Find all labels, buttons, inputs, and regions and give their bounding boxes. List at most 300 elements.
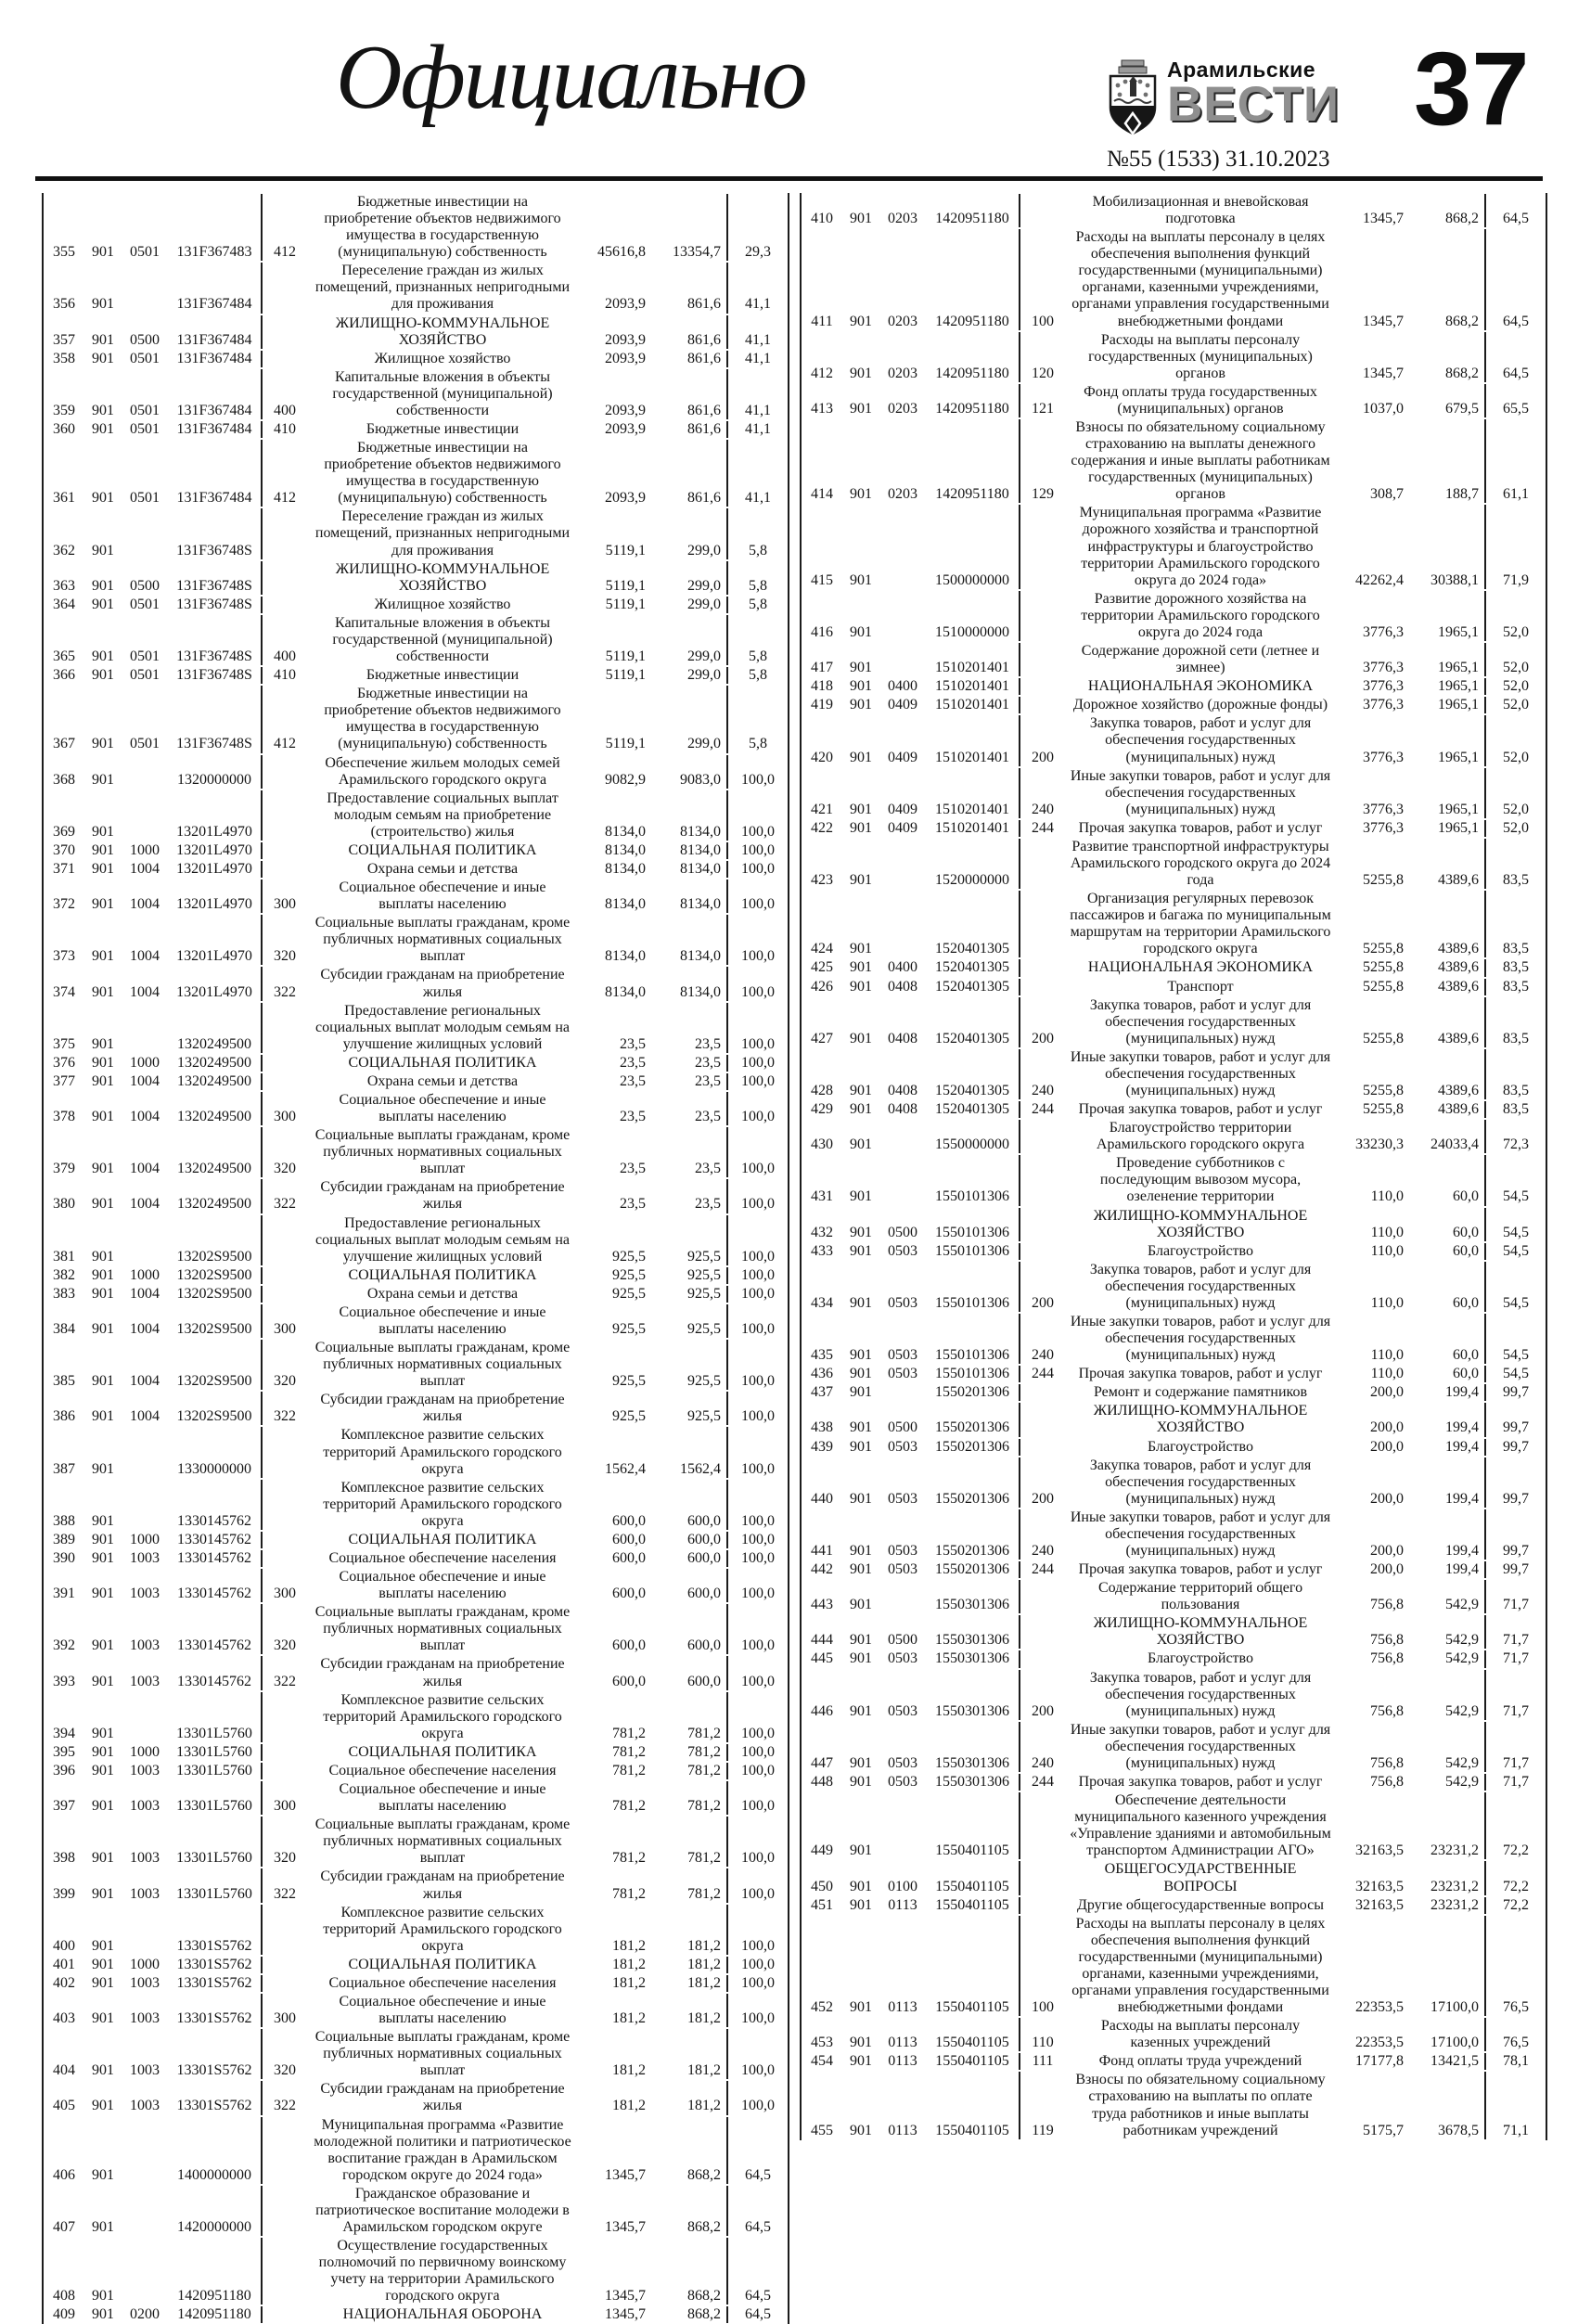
expense-type-code bbox=[1020, 194, 1065, 227]
value-executed: 1965,1 bbox=[1408, 715, 1486, 765]
section-code: 1003 bbox=[130, 2098, 160, 2114]
value-planned: 181,2 bbox=[612, 1937, 646, 1954]
grbs-code: 901 bbox=[850, 211, 872, 227]
row-description: Закупка товаров, работ и услуг для обеспечения государственных (муниципальных) нужд bbox=[1089, 1261, 1312, 1311]
expense-type-code bbox=[263, 561, 307, 595]
table-row bbox=[802, 331, 1546, 383]
value-planned: 3776,3 bbox=[1363, 819, 1404, 836]
table-row bbox=[802, 677, 1546, 696]
expense-type-code: 410 bbox=[274, 421, 296, 438]
value-planned: 1345,7 bbox=[605, 2166, 646, 2183]
value-executed: 1965,1 bbox=[1408, 643, 1486, 676]
section-code: 1003 bbox=[130, 1550, 160, 1567]
target-article-code: 1550301306 bbox=[926, 1650, 1020, 1667]
table-row bbox=[44, 2116, 788, 2185]
section-code bbox=[122, 2186, 168, 2236]
row-number: 451 bbox=[811, 1896, 833, 1913]
row-description: Закупка товаров, работ и услуг для обеспечения государственных (муниципальных) нужд bbox=[1089, 1457, 1312, 1507]
table-row bbox=[44, 1568, 788, 1603]
row-description: Переселение граждан из жилых помещений, признанных непригодными для проживания bbox=[314, 508, 571, 559]
target-article-code: 1420951180 bbox=[168, 2306, 263, 2323]
section-code: 1003 bbox=[130, 1586, 160, 1602]
expense-type-code bbox=[1020, 1615, 1065, 1649]
value-executed: 600,0 bbox=[650, 1550, 728, 1567]
grbs-code: 901 bbox=[92, 1248, 114, 1265]
row-description: Расходы на выплаты персоналу в целях обеспечения выполнения функций государственными (муниципальными) органами, казенными учреждениями, органами управления государственными внебюджетными фондами bbox=[1071, 229, 1329, 329]
value-percent: 100,0 bbox=[741, 983, 775, 1000]
value-executed: 542,9 bbox=[1408, 1722, 1486, 1772]
target-article-code: 1520401305 bbox=[926, 997, 1020, 1047]
value-percent: 99,7 bbox=[1503, 1384, 1529, 1401]
value-planned: 1037,0 bbox=[1363, 400, 1404, 417]
expense-type-code: 320 bbox=[274, 948, 296, 965]
expense-type-code bbox=[263, 1550, 307, 1567]
table-row bbox=[802, 714, 1546, 766]
value-planned: 110,0 bbox=[1370, 1224, 1404, 1240]
table-row bbox=[44, 1091, 788, 1126]
masthead bbox=[1107, 58, 1353, 172]
value-executed: 60,0 bbox=[1408, 1155, 1486, 1205]
row-number: 405 bbox=[53, 2098, 75, 2114]
section-code: 0409 bbox=[888, 801, 917, 817]
section-code: 1004 bbox=[130, 1321, 160, 1337]
row-description: Благоустройство bbox=[1147, 1242, 1253, 1259]
row-description: Взносы по обязательному социальному страхованию на выплаты денежного содержания и иные выплаты работникам государственных (муниципальных) органов bbox=[1071, 419, 1330, 503]
row-description: Иные закупки товаров, работ и услуг для обеспечения государственных (муниципальных) нужд bbox=[1070, 1314, 1331, 1364]
row-description: ЖИЛИЩНО-КОММУНАЛЬНОЕ ХОЗЯЙСТВО bbox=[335, 560, 550, 594]
value-planned: 1345,7 bbox=[1363, 365, 1404, 381]
value-planned: 5119,1 bbox=[605, 577, 646, 594]
section-code bbox=[122, 1003, 168, 1053]
table-row bbox=[44, 1868, 788, 1903]
header-divider bbox=[35, 176, 1543, 181]
target-article-code: 1400000000 bbox=[168, 2117, 263, 2184]
target-article-code: 131F36748S bbox=[168, 667, 263, 684]
expense-type-code bbox=[1020, 1861, 1065, 1894]
expense-type-code bbox=[1020, 591, 1065, 641]
row-number: 386 bbox=[53, 1408, 75, 1425]
value-planned: 22353,5 bbox=[1355, 1999, 1404, 2016]
row-number: 402 bbox=[53, 1974, 75, 1991]
table-row bbox=[44, 350, 788, 368]
section-code bbox=[879, 1580, 926, 1613]
value-planned: 200,0 bbox=[1370, 1490, 1404, 1507]
row-number: 415 bbox=[811, 571, 833, 588]
target-article-code: 13201L4970 bbox=[168, 915, 263, 965]
value-planned: 600,0 bbox=[612, 1531, 646, 1547]
table-row bbox=[802, 1119, 1546, 1154]
grbs-code: 901 bbox=[850, 1774, 872, 1791]
expense-type-code: 200 bbox=[1032, 1030, 1054, 1046]
value-executed: 199,4 bbox=[1408, 1439, 1486, 1456]
row-number: 388 bbox=[53, 1512, 75, 1529]
table-row bbox=[44, 1743, 788, 1762]
row-number: 418 bbox=[811, 678, 833, 695]
expense-type-code bbox=[263, 2306, 307, 2323]
value-planned: 781,2 bbox=[612, 1885, 646, 1902]
row-number: 452 bbox=[811, 1999, 833, 2016]
expense-type-code: 320 bbox=[274, 1850, 296, 1867]
value-percent: 71,7 bbox=[1503, 1597, 1529, 1613]
table-row bbox=[802, 1313, 1546, 1365]
table-row bbox=[44, 2237, 788, 2305]
row-number: 436 bbox=[811, 1366, 833, 1382]
value-planned: 200,0 bbox=[1370, 1561, 1404, 1578]
section-code: 0203 bbox=[888, 400, 917, 417]
value-planned: 308,7 bbox=[1370, 486, 1404, 503]
value-percent: 41,1 bbox=[745, 402, 771, 418]
expense-type-code: 300 bbox=[274, 1586, 296, 1602]
section-code bbox=[122, 2117, 168, 2184]
target-article-code: 1510201401 bbox=[926, 768, 1020, 818]
target-article-code: 1420951180 bbox=[168, 2238, 263, 2305]
target-article-code: 1550101306 bbox=[926, 1243, 1020, 1260]
row-description: Социальное обеспечение и иные выплаты населению bbox=[339, 1993, 546, 2027]
table-row bbox=[802, 1509, 1546, 1560]
value-planned: 110,0 bbox=[1370, 1188, 1404, 1205]
target-article-code: 13202S9500 bbox=[168, 1304, 263, 1338]
grbs-code: 901 bbox=[92, 1762, 114, 1778]
table-row bbox=[802, 1048, 1546, 1100]
grbs-code: 901 bbox=[92, 1850, 114, 1867]
target-article-code: 13301L5760 bbox=[168, 1868, 263, 1902]
value-executed: 188,7 bbox=[1408, 419, 1486, 503]
row-description: ЖИЛИЩНО-КОММУНАЛЬНОЕ ХОЗЯЙСТВО bbox=[1093, 1207, 1308, 1240]
value-planned: 3776,3 bbox=[1363, 697, 1404, 713]
value-planned: 110,0 bbox=[1370, 1294, 1404, 1311]
grbs-code: 901 bbox=[92, 1072, 114, 1089]
value-planned: 1345,7 bbox=[1363, 313, 1404, 329]
table-row bbox=[44, 596, 788, 614]
table-row bbox=[802, 383, 1546, 418]
value-executed: 868,2 bbox=[650, 2238, 728, 2305]
section-code: 1004 bbox=[130, 1408, 160, 1425]
table-row bbox=[802, 1457, 1546, 1509]
grbs-code: 901 bbox=[850, 1650, 872, 1667]
row-number: 407 bbox=[53, 2218, 75, 2235]
section-title: Официально bbox=[336, 27, 806, 128]
row-description: Социальные выплаты гражданам, кроме публичных нормативных социальных выплат bbox=[314, 2029, 571, 2079]
target-article-code: 131F367484 bbox=[168, 440, 263, 507]
value-percent: 29,3 bbox=[745, 244, 771, 261]
grbs-code: 901 bbox=[92, 1798, 114, 1815]
value-planned: 5119,1 bbox=[605, 648, 646, 665]
value-planned: 756,8 bbox=[1370, 1754, 1404, 1771]
value-planned: 5255,8 bbox=[1363, 1030, 1404, 1046]
section-code: 1000 bbox=[130, 1266, 160, 1283]
section-code: 0500 bbox=[130, 331, 160, 348]
grbs-code: 901 bbox=[92, 1531, 114, 1547]
value-percent: 41,1 bbox=[745, 296, 771, 313]
row-number: 409 bbox=[53, 2306, 75, 2323]
value-planned: 17177,8 bbox=[1355, 2053, 1404, 2070]
target-article-code: 1330145762 bbox=[168, 1569, 263, 1602]
table-row bbox=[802, 193, 1546, 228]
value-planned: 925,5 bbox=[612, 1285, 646, 1302]
value-percent: 71,7 bbox=[1503, 1774, 1529, 1791]
row-description: НАЦИОНАЛЬНАЯ ЭКОНОМИКА bbox=[1087, 678, 1314, 695]
section-code: 1003 bbox=[130, 1637, 160, 1654]
value-planned: 45616,8 bbox=[597, 244, 646, 261]
value-planned: 600,0 bbox=[612, 1550, 646, 1567]
section-code: 1004 bbox=[130, 948, 160, 965]
value-percent: 52,0 bbox=[1503, 623, 1529, 640]
expense-type-code bbox=[1020, 678, 1065, 695]
expense-type-code bbox=[263, 508, 307, 559]
row-description: Социальные выплаты гражданам, кроме публичных нормативных социальных выплат bbox=[314, 1604, 571, 1654]
value-planned: 925,5 bbox=[612, 1266, 646, 1283]
grbs-code: 901 bbox=[850, 2122, 872, 2138]
grbs-code: 901 bbox=[850, 1843, 872, 1859]
grbs-code: 901 bbox=[850, 959, 872, 976]
row-description: НАЦИОНАЛЬНАЯ ОБОРОНА bbox=[342, 2306, 543, 2323]
target-article-code: 1550301306 bbox=[926, 1580, 1020, 1613]
grbs-code: 901 bbox=[850, 313, 872, 329]
value-percent: 64,5 bbox=[1503, 365, 1529, 381]
table-row bbox=[44, 1054, 788, 1072]
value-planned: 181,2 bbox=[612, 2098, 646, 2114]
target-article-code: 1320249500 bbox=[168, 1179, 263, 1213]
grbs-code: 901 bbox=[850, 819, 872, 836]
value-planned: 756,8 bbox=[1370, 1774, 1404, 1791]
value-percent: 64,5 bbox=[1503, 313, 1529, 329]
row-number: 430 bbox=[811, 1136, 833, 1153]
value-percent: 100,0 bbox=[741, 1850, 775, 1867]
value-executed: 600,0 bbox=[650, 1532, 728, 1548]
expense-type-code: 200 bbox=[1032, 1702, 1054, 1719]
value-percent: 52,0 bbox=[1503, 697, 1529, 713]
section-code: 0409 bbox=[888, 697, 917, 713]
row-number: 411 bbox=[811, 313, 833, 329]
value-planned: 781,2 bbox=[612, 1798, 646, 1815]
row-number: 443 bbox=[811, 1597, 833, 1613]
expense-type-code: 320 bbox=[274, 1161, 296, 1177]
row-description: Субсидии гражданам на приобретение жилья bbox=[320, 2081, 565, 2114]
table-row bbox=[44, 1549, 788, 1568]
grbs-code: 901 bbox=[850, 1543, 872, 1560]
row-description: СОЦИАЛЬНАЯ ПОЛИТИКА bbox=[348, 841, 537, 858]
grbs-code: 901 bbox=[92, 244, 114, 261]
target-article-code: 1550101306 bbox=[926, 1208, 1020, 1241]
section-code: 1000 bbox=[130, 1054, 160, 1071]
row-description: Социальное обеспечение и иные выплаты населению bbox=[339, 1781, 546, 1815]
value-planned: 8134,0 bbox=[605, 823, 646, 840]
target-article-code: 1320249500 bbox=[168, 1127, 263, 1177]
row-description: Комплексное развитие сельских территорий Арамильского городского округа bbox=[323, 1479, 562, 1529]
section-code: 0501 bbox=[130, 490, 160, 507]
row-description: Переселение граждан из жилых помещений, признанных непригодными для проживания bbox=[314, 263, 571, 313]
value-executed: 4389,6 bbox=[1408, 839, 1486, 889]
section-code: 1003 bbox=[130, 1974, 160, 1991]
row-description: Жилищное хозяйство bbox=[374, 596, 511, 612]
value-percent: 5,8 bbox=[749, 648, 767, 665]
value-percent: 5,8 bbox=[749, 736, 767, 752]
row-description: Гражданское образование и патриотическое воспитание молодежи в Арамильском городском округе bbox=[315, 2185, 570, 2235]
value-planned: 600,0 bbox=[612, 1673, 646, 1689]
grbs-code: 901 bbox=[850, 1030, 872, 1046]
row-description: Социальные выплаты гражданам, кроме публичных нормативных социальных выплат bbox=[314, 1340, 571, 1390]
expense-type-code bbox=[263, 2238, 307, 2305]
grbs-code: 901 bbox=[850, 872, 872, 889]
value-executed: 861,6 bbox=[650, 315, 728, 349]
table-row bbox=[44, 1531, 788, 1549]
expense-type-code: 200 bbox=[1032, 1490, 1054, 1507]
value-executed: 9083,0 bbox=[650, 755, 728, 789]
value-planned: 1562,4 bbox=[605, 1460, 646, 1477]
row-description: НАЦИОНАЛЬНАЯ ЭКОНОМИКА bbox=[1087, 959, 1314, 976]
grbs-code: 901 bbox=[92, 667, 114, 684]
row-number: 423 bbox=[811, 872, 833, 889]
row-description: Прочая закупка товаров, работ и услуг bbox=[1078, 819, 1323, 836]
target-article-code: 1550101306 bbox=[926, 1262, 1020, 1312]
row-number: 433 bbox=[811, 1242, 833, 1259]
section-code bbox=[122, 790, 168, 841]
grbs-code: 901 bbox=[92, 350, 114, 366]
value-executed: 299,0 bbox=[650, 615, 728, 665]
target-article-code: 131F36748S bbox=[168, 615, 263, 665]
row-description: Обеспечение жильем молодых семей Арамильского городского округа bbox=[325, 754, 560, 788]
value-percent: 100,0 bbox=[741, 1974, 775, 1991]
expense-type-code bbox=[263, 1692, 307, 1742]
section-code: 1004 bbox=[130, 896, 160, 913]
target-article-code: 1550401105 bbox=[926, 2072, 1020, 2138]
expense-type-code: 240 bbox=[1032, 801, 1054, 817]
row-description: Социальное обеспечение населения bbox=[328, 1762, 557, 1778]
grbs-code: 901 bbox=[92, 421, 114, 438]
row-description: СОЦИАЛЬНАЯ ПОЛИТИКА bbox=[348, 1956, 537, 1972]
expense-type-code: 300 bbox=[274, 1321, 296, 1337]
value-executed: 8134,0 bbox=[650, 861, 728, 878]
row-description: Субсидии гражданам на приобретение жилья bbox=[320, 1656, 565, 1689]
expense-type-code: 400 bbox=[274, 402, 296, 418]
table-row bbox=[802, 1650, 1546, 1668]
expense-type-code: 244 bbox=[1032, 1561, 1054, 1578]
section-code bbox=[879, 1120, 926, 1153]
value-percent: 100,0 bbox=[741, 1285, 775, 1302]
expense-type-code: 320 bbox=[274, 1373, 296, 1390]
value-executed: 861,6 bbox=[650, 440, 728, 507]
value-executed: 23231,2 bbox=[1408, 1897, 1486, 1914]
expense-type-code bbox=[1020, 1897, 1065, 1914]
expense-type-code bbox=[263, 597, 307, 613]
value-executed: 1562,4 bbox=[650, 1427, 728, 1477]
expense-type-code bbox=[263, 1267, 307, 1284]
target-article-code: 13201L4970 bbox=[168, 880, 263, 913]
section-code: 0500 bbox=[130, 577, 160, 594]
value-percent: 54,5 bbox=[1503, 1224, 1529, 1240]
target-article-code: 1550401105 bbox=[926, 1897, 1020, 1914]
section-code: 0408 bbox=[888, 1082, 917, 1098]
row-number: 419 bbox=[811, 697, 833, 713]
value-percent: 100,0 bbox=[741, 1373, 775, 1390]
row-description: Субсидии гражданам на приобретение жилья bbox=[320, 1392, 565, 1425]
value-executed: 4389,6 bbox=[1408, 1101, 1486, 1118]
section-code: 0113 bbox=[888, 1999, 917, 2016]
row-number: 416 bbox=[811, 623, 833, 640]
row-number: 398 bbox=[53, 1850, 75, 1867]
section-code: 0503 bbox=[888, 1294, 917, 1311]
target-article-code: 13202S9500 bbox=[168, 1340, 263, 1390]
row-number: 379 bbox=[53, 1161, 75, 1177]
value-planned: 5255,8 bbox=[1363, 978, 1404, 995]
expense-type-code: 244 bbox=[1032, 1101, 1054, 1118]
expense-type-code: 129 bbox=[1032, 486, 1054, 503]
row-description: Капитальные вложения в объекты государственной (муниципальной) собственности bbox=[332, 368, 553, 418]
table-row bbox=[44, 1479, 788, 1531]
expense-type-code bbox=[263, 2117, 307, 2184]
row-description: Бюджетные инвестиции на приобретение объектов недвижимого имущества в государственную (муниципальную) собственность bbox=[324, 440, 561, 507]
grbs-code: 901 bbox=[850, 1438, 872, 1455]
row-number: 378 bbox=[53, 1109, 75, 1125]
grbs-code: 901 bbox=[92, 596, 114, 612]
grbs-code: 901 bbox=[850, 678, 872, 695]
grbs-code: 901 bbox=[92, 1637, 114, 1654]
value-percent: 5,8 bbox=[749, 596, 767, 612]
target-article-code: 1550101306 bbox=[926, 1155, 1020, 1205]
value-percent: 100,0 bbox=[741, 1072, 775, 1089]
value-executed: 17100,0 bbox=[1408, 1916, 1486, 2016]
expense-type-code: 119 bbox=[1032, 2122, 1054, 2138]
value-planned: 600,0 bbox=[612, 1637, 646, 1654]
value-percent: 100,0 bbox=[741, 1035, 775, 1052]
section-code bbox=[122, 2238, 168, 2305]
row-description: Осуществление государственных полномочий по первичному воинскому учету на территории Арамильского городского округа bbox=[318, 2238, 567, 2305]
target-article-code: 13301S5762 bbox=[168, 1957, 263, 1973]
expense-type-code bbox=[263, 351, 307, 367]
section-code: 1003 bbox=[130, 1673, 160, 1689]
row-description: Охрана семьи и детства bbox=[366, 1285, 519, 1302]
value-percent: 64,5 bbox=[745, 2218, 771, 2235]
grbs-code: 901 bbox=[850, 1754, 872, 1771]
expense-type-code: 410 bbox=[274, 667, 296, 684]
table-row bbox=[44, 1993, 788, 2028]
expense-type-code: 100 bbox=[1032, 313, 1054, 329]
target-article-code: 1330145762 bbox=[168, 1480, 263, 1530]
grbs-code: 901 bbox=[92, 577, 114, 594]
value-planned: 1345,7 bbox=[605, 2218, 646, 2235]
value-executed: 23,5 bbox=[650, 1055, 728, 1072]
expense-type-code: 244 bbox=[1032, 1774, 1054, 1791]
row-description: Развитие транспортной инфраструктуры Арамильского городского округа до 2024 года bbox=[1070, 838, 1331, 889]
table-row bbox=[44, 439, 788, 507]
expense-type-code: 200 bbox=[1032, 749, 1054, 765]
row-description: Содержание дорожной сети (летнее и зимнее) bbox=[1081, 643, 1320, 676]
section-code: 1003 bbox=[130, 1798, 160, 1815]
expense-type-code bbox=[1020, 891, 1065, 957]
target-article-code: 1550201306 bbox=[926, 1457, 1020, 1508]
grbs-code: 901 bbox=[850, 2053, 872, 2070]
value-percent: 100,0 bbox=[741, 1054, 775, 1071]
value-percent: 100,0 bbox=[741, 841, 775, 858]
grbs-code: 901 bbox=[92, 1743, 114, 1760]
row-number: 395 bbox=[53, 1743, 75, 1760]
value-executed: 299,0 bbox=[650, 667, 728, 684]
value-executed: 925,5 bbox=[650, 1286, 728, 1303]
row-number: 432 bbox=[811, 1224, 833, 1240]
budget-table-left-column bbox=[42, 193, 789, 2324]
row-description: Социальное обеспечение и иные выплаты населению bbox=[339, 1303, 546, 1337]
value-executed: 861,6 bbox=[650, 351, 728, 367]
row-number: 357 bbox=[53, 331, 75, 348]
row-description: Иные закупки товаров, работ и услуг для обеспечения государственных (муниципальных) нужд bbox=[1070, 1509, 1331, 1560]
expense-type-code bbox=[1020, 643, 1065, 676]
row-description: Социальные выплаты гражданам, кроме публичных нормативных социальных выплат bbox=[314, 1817, 571, 1867]
value-planned: 5119,1 bbox=[605, 667, 646, 684]
expense-type-code: 322 bbox=[274, 1673, 296, 1689]
expense-type-code: 322 bbox=[274, 1885, 296, 1902]
value-percent: 99,7 bbox=[1503, 1419, 1529, 1436]
value-percent: 76,5 bbox=[1503, 1999, 1529, 2016]
